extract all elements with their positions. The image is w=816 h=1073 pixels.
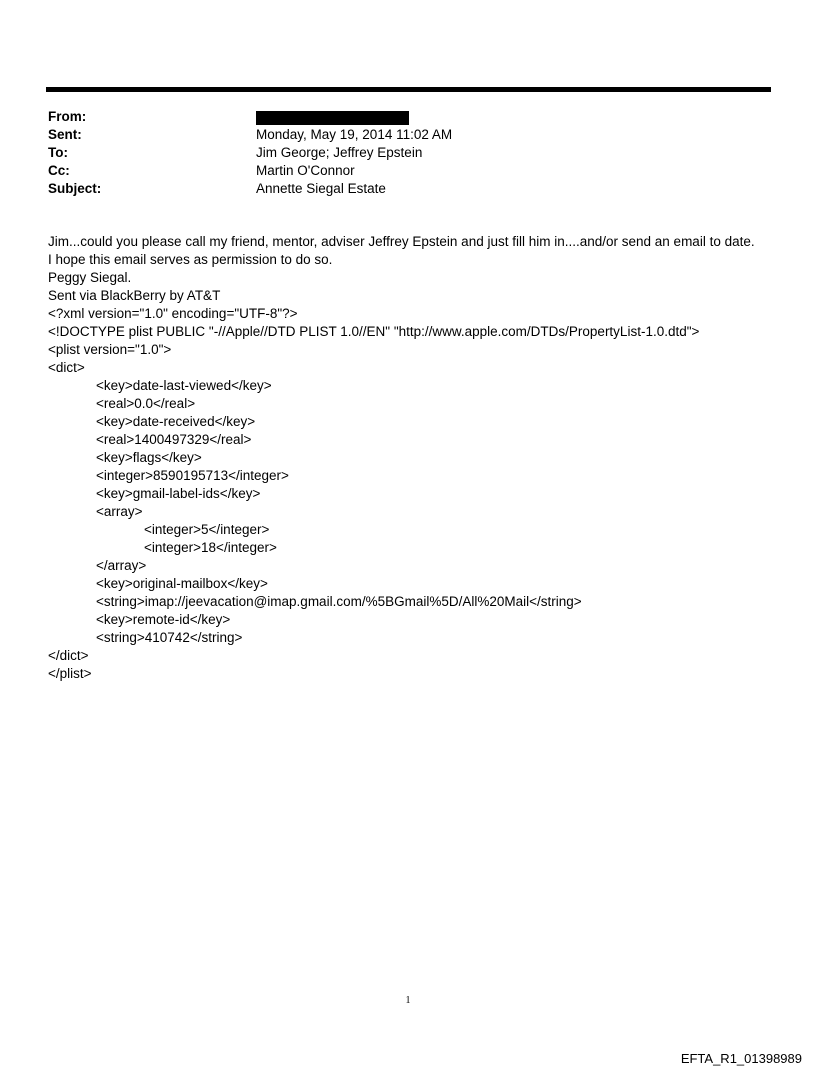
- from-value: [256, 108, 409, 126]
- body-line: <integer>8590195713</integer>: [96, 468, 289, 483]
- cc-label: Cc:: [48, 163, 70, 178]
- body-line: <key>date-received</key>: [96, 414, 256, 429]
- redaction-box: [256, 111, 409, 125]
- body-line: <array>: [96, 504, 143, 519]
- body-line: Peggy Siegal.: [48, 270, 132, 285]
- body-line: <integer>5</integer>: [144, 522, 270, 537]
- body-line: <key>flags</key>: [96, 450, 202, 465]
- body-line: <dict>: [48, 360, 85, 375]
- body-line: Sent via BlackBerry by AT&T: [48, 288, 221, 303]
- subject-value: Annette Siegal Estate: [256, 181, 386, 196]
- body-line: <string>410742</string>: [96, 630, 243, 645]
- body-line: Jim...could you please call my friend, mentor, adviser Jeffrey Epstein and just fill him in....and/or send an email to date.: [48, 234, 755, 249]
- email-body: [48, 233, 778, 683]
- body-line: <real>0.0</real>: [96, 396, 196, 411]
- body-line: <real>1400497329</real>: [96, 432, 252, 447]
- body-line: </dict>: [48, 648, 89, 663]
- body-line: <string>imap://jeevacation@imap.gmail.com/%5BGmail%5D/All%20Mail</string>: [96, 594, 582, 609]
- subject-row: [48, 180, 768, 198]
- header-rule: [46, 87, 771, 92]
- document-id: EFTA_R1_01398989: [680, 1051, 802, 1066]
- body-line: <key>original-mailbox</key>: [96, 576, 268, 591]
- body-line: <key>gmail-label-ids</key>: [96, 486, 261, 501]
- body-line: I hope this email serves as permission to do so.: [48, 252, 333, 267]
- sent-label: Sent:: [48, 127, 82, 142]
- email-header: [48, 108, 768, 198]
- body-line: <plist version="1.0">: [48, 342, 172, 357]
- from-label: From:: [48, 109, 87, 124]
- sent-value: Monday, May 19, 2014 11:02 AM: [256, 127, 453, 142]
- subject-label: Subject:: [48, 181, 102, 196]
- body-line: </array>: [96, 558, 147, 573]
- body-line: <!DOCTYPE plist PUBLIC "-//Apple//DTD PLIST 1.0//EN" "http://www.apple.com/DTDs/PropertyList-1.0.dtd">: [48, 324, 700, 339]
- to-value: Jim George; Jeffrey Epstein: [256, 145, 423, 160]
- to-label: To:: [48, 145, 68, 160]
- page-number: 1: [405, 995, 411, 1006]
- body-line: <key>remote-id</key>: [96, 612, 231, 627]
- to-row: [48, 144, 768, 162]
- body-line: </plist>: [48, 666, 92, 681]
- body-line: <integer>18</integer>: [144, 540, 277, 555]
- cc-value: Martin O'Connor: [256, 163, 355, 178]
- cc-row: [48, 162, 768, 180]
- sent-row: [48, 126, 768, 144]
- body-line: <key>date-last-viewed</key>: [96, 378, 272, 393]
- from-row: [48, 108, 768, 126]
- body-line: <?xml version="1.0" encoding="UTF-8"?>: [48, 306, 298, 321]
